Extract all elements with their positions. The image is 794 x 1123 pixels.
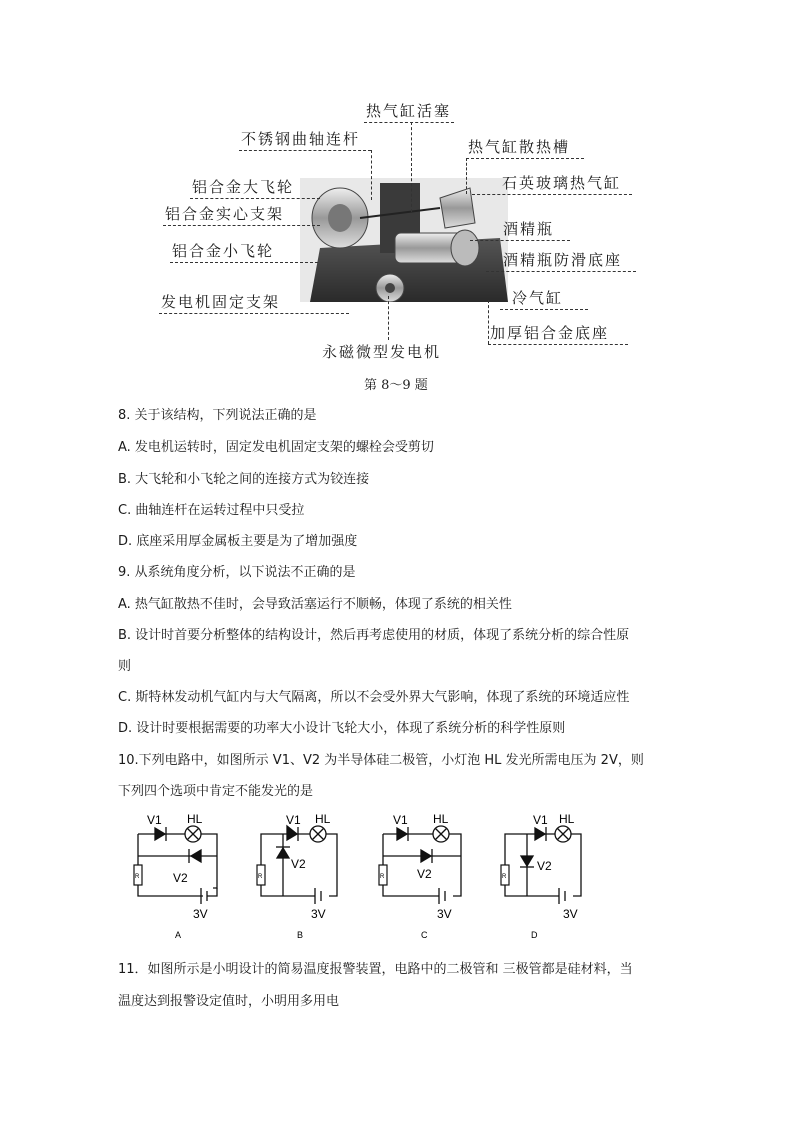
label-quartz: 石英玻璃热气缸: [502, 174, 622, 192]
circuit-b-3v: 3V: [311, 907, 326, 921]
circuit-b-v2: V2: [291, 857, 306, 871]
label-crank: 不锈钢曲轴连杆: [241, 130, 361, 148]
circuit-b-v1: V1: [286, 813, 301, 827]
q11-line2: 温度达到报警设定值时，小明用多用电: [118, 994, 340, 1009]
label-support: 铝合金实心支架: [165, 205, 285, 223]
label-small-wheel: 铝合金小飞轮: [172, 242, 275, 260]
circuit-c-r: R: [380, 874, 385, 880]
circuit-diagrams: [125, 810, 595, 945]
circuit-a-3v: 3V: [193, 907, 208, 921]
label-bottle: 酒精瓶: [503, 220, 555, 238]
q9-option-c: C. 斯特林发动机气缸内与大气隔离，所以不会受外界大气影响，体现了系统的环境适应性: [118, 690, 630, 705]
circuit-b-letter: B: [297, 930, 304, 940]
circuit-a-letter: A: [175, 930, 182, 940]
circuit-c-hl: HL: [433, 812, 449, 826]
circuit-d-v1: V1: [533, 813, 548, 827]
q8-option-a: A. 发电机运转时，固定发电机固定支架的螺栓会受剪切: [118, 440, 434, 455]
circuit-d-letter: D: [531, 930, 538, 940]
label-thick-base: 加厚铝合金底座: [490, 324, 610, 342]
circuit-d-r: R: [502, 874, 507, 880]
q9-option-a: A. 热气缸散热不佳时，会导致活塞运行不顺畅，体现了系统的相关性: [118, 597, 512, 612]
circuit-a-hl: HL: [187, 812, 203, 826]
circuit-a-v1: V1: [147, 813, 162, 827]
q9-option-b-line2: 则: [118, 659, 132, 674]
circuit-d-hl: HL: [559, 812, 575, 826]
figure-caption: 第 8～9 题: [364, 378, 428, 393]
circuit-c-3v: 3V: [437, 907, 452, 921]
circuit-a: [138, 827, 217, 904]
circuit-c: [383, 827, 461, 904]
circuit-d-3v: 3V: [563, 907, 578, 921]
circuit-c-v2: V2: [417, 867, 432, 881]
circuit-c-letter: C: [421, 930, 428, 940]
circuit-b-hl: HL: [315, 812, 331, 826]
label-heatsink: 热气缸散热槽: [468, 138, 571, 156]
label-generator: 永磁微型发电机: [322, 343, 442, 361]
circuit-c-v1: V1: [393, 813, 408, 827]
label-base-pad: 酒精瓶防滑底座: [503, 251, 623, 269]
q9-option-b-line1: B. 设计时首要分析整体的结构设计，然后再考虑使用的材质，体现了系统分析的综合性原: [118, 628, 630, 643]
circuit-a-v2: V2: [173, 871, 188, 885]
q8-stem: 8. 关于该结构，下列说法正确的是: [118, 408, 317, 423]
q8-option-c: C. 曲轴连杆在运转过程中只受拉: [118, 503, 305, 518]
q10-stem-line2: 下列四个选项中肯定不能发光的是: [118, 784, 314, 799]
label-gen-bracket: 发电机固定支架: [161, 293, 281, 311]
circuit-d-v2: V2: [537, 859, 552, 873]
q11-line1: 11．如图所示是小明设计的简易温度报警装置，电路中的二极管和 三极管都是硅材料，当: [118, 962, 633, 977]
circuit-a-r: R: [135, 874, 140, 880]
label-cold-cyl: 冷气缸: [512, 289, 564, 307]
q8-option-b: B. 大飞轮和小飞轮之间的连接方式为铰连接: [118, 472, 370, 487]
q10-stem-line1: 10.下列电路中，如图所示 V1、V2 为半导体硅二极管，小灯泡 HL 发光所需电压为 2V，则: [118, 753, 644, 768]
q9-option-d: D. 设计时要根据需要的功率大小设计飞轮大小，体现了系统分析的科学性原则: [118, 721, 566, 736]
label-big-wheel: 铝合金大飞轮: [192, 178, 295, 196]
label-piston: 热气缸活塞: [366, 102, 452, 120]
q9-stem: 9. 从系统角度分析，以下说法不正确的是: [118, 565, 356, 580]
q8-option-d: D. 底座采用厚金属板主要是为了增加强度: [118, 534, 358, 549]
circuit-b-r: R: [258, 874, 263, 880]
